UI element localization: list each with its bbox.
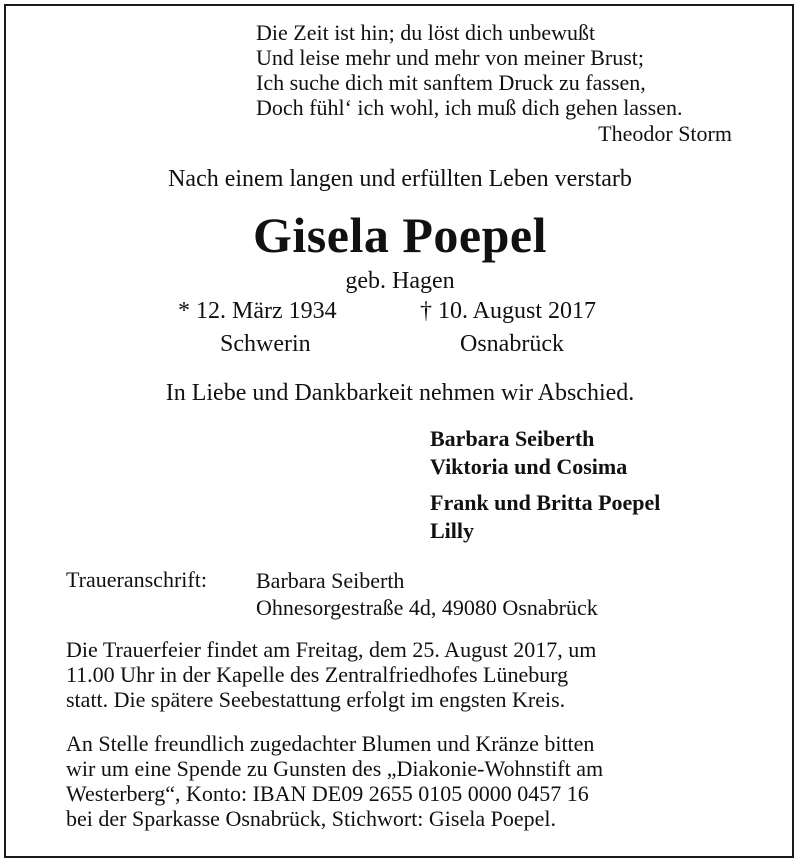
poem — [256, 20, 682, 120]
mourner-group — [430, 489, 660, 545]
deceased-name: Gisela Poepel — [253, 207, 547, 263]
address-line: Ohnesorgestraße 4d, 49080 Osnabrück — [256, 595, 598, 620]
address-lines — [256, 567, 598, 621]
mourner-name: Frank und Britta Poepel — [430, 490, 661, 515]
mourner-name: Barbara Seiberth — [430, 426, 595, 451]
poem-line: Ich suche dich mit sanftem Druck zu fassen, — [256, 70, 646, 95]
intro-text: Nach einem langen und erfüllten Leben verstarb — [168, 166, 632, 192]
ceremony-paragraph — [66, 637, 596, 712]
paragraph-line: Die Trauerfeier findet am Freitag, dem 25. August 2017, um — [66, 637, 597, 662]
address-label: Traueranschrift: — [66, 567, 207, 592]
poem-line: Doch fühl‘ ich wohl, ich muß dich gehen lassen. — [256, 95, 683, 120]
address-line: Barbara Seiberth — [256, 568, 405, 593]
death-date: † 10. August 2017 — [420, 298, 597, 324]
mourner-group — [430, 425, 660, 481]
paragraph-line: Westerberg“, Konto: IBAN DE09 2655 0105 0000 0457 16 — [66, 781, 589, 806]
poem-line: Und leise mehr und mehr von meiner Brust; — [256, 45, 644, 70]
paragraph-line: An Stelle freundlich zugedachter Blumen und Kränze bitten — [66, 731, 595, 756]
paragraph-line: statt. Die spätere Seebestattung erfolgt im engsten Kreis. — [66, 687, 566, 712]
paragraph-line: 11.00 Uhr in der Kapelle des Zentralfriedhofes Lüneburg — [66, 662, 569, 687]
death-place: Osnabrück — [460, 331, 564, 357]
mourner-name: Lilly — [430, 518, 475, 543]
birth-date: * 12. März 1934 — [178, 298, 337, 324]
farewell-text: In Liebe und Dankbarkeit nehmen wir Abschied. — [165, 380, 635, 406]
poem-author: Theodor Storm — [598, 121, 732, 146]
maiden-name: geb. Hagen — [345, 268, 455, 294]
poem-line: Die Zeit ist hin; du löst dich unbewußt — [256, 20, 596, 45]
donation-paragraph — [66, 731, 603, 831]
birth-place: Schwerin — [220, 331, 311, 357]
mourners-list — [430, 425, 660, 545]
paragraph-line: bei der Sparkasse Osnabrück, Stichwort: Gisela Poepel. — [66, 806, 556, 831]
mourner-name: Viktoria und Cosima — [430, 454, 628, 479]
paragraph-line: wir um eine Spende zu Gunsten des „Diakonie-Wohnstift am — [66, 756, 604, 781]
